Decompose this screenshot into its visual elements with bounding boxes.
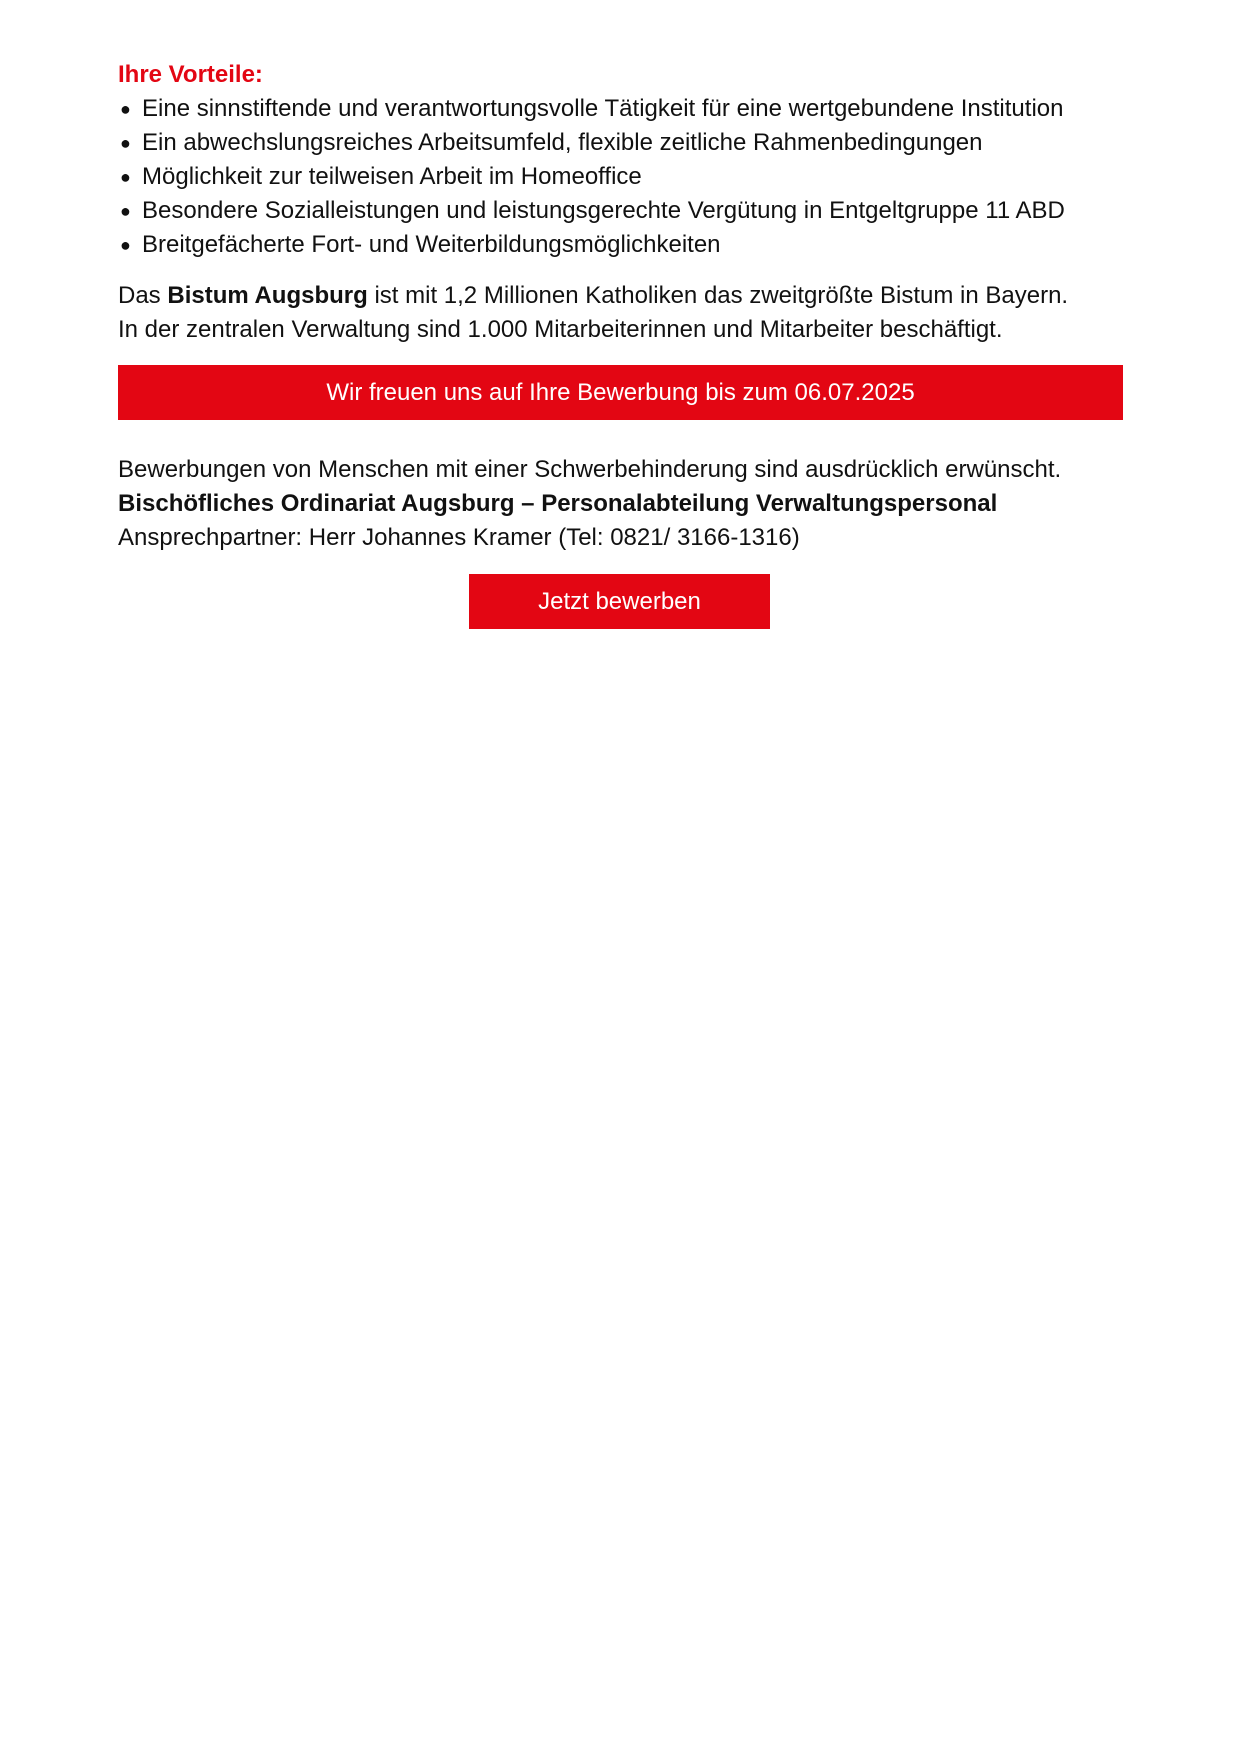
benefit-item bbox=[118, 228, 1065, 262]
benefit-item bbox=[118, 126, 1065, 160]
benefit-text: Eine sinnstiftende und verantwortungsvolle Tätigkeit für eine wertgebundene Institution bbox=[142, 95, 1064, 122]
bullet-icon: ● bbox=[120, 201, 131, 221]
benefit-item bbox=[118, 194, 1065, 228]
benefit-item bbox=[118, 92, 1065, 126]
benefit-text: Möglichkeit zur teilweisen Arbeit im Homeoffice bbox=[142, 163, 642, 190]
bullet-icon: ● bbox=[120, 235, 131, 255]
bullet-icon: ● bbox=[120, 167, 131, 187]
benefit-text: Besondere Sozialleistungen und leistungsgerechte Vergütung in Entgeltgruppe 11 ABD bbox=[142, 197, 1065, 224]
hr-department: Bischöfliches Ordinariat Augsburg – Personalabteilung Verwaltungspersonal bbox=[118, 490, 998, 517]
benefits-title: Ihre Vorteile: bbox=[118, 61, 263, 88]
intro-line2: In der zentralen Verwaltung sind 1.000 Mitarbeiterinnen und Mitarbeiter beschäftigt. bbox=[118, 316, 1003, 343]
benefit-text: Breitgefächerte Fort- und Weiterbildungsmöglichkeiten bbox=[142, 231, 721, 258]
contact-section bbox=[118, 453, 1061, 555]
intro-line1-rest: ist mit 1,2 Millionen Katholiken das zweitgrößte Bistum in Bayern. bbox=[367, 282, 1069, 309]
inclusion-note: Bewerbungen von Menschen mit einer Schwerbehinderung sind ausdrücklich erwünscht. bbox=[118, 456, 1062, 483]
apply-now-button[interactable]: Jetzt bewerben bbox=[469, 574, 770, 629]
organization-intro bbox=[118, 279, 1068, 347]
application-deadline-banner: Wir freuen uns auf Ihre Bewerbung bis zum 06.07.2025 bbox=[118, 365, 1123, 420]
benefit-text: Ein abwechslungsreiches Arbeitsumfeld, flexible zeitliche Rahmenbedingungen bbox=[142, 129, 983, 156]
organization-name: Bistum Augsburg bbox=[167, 282, 368, 309]
bullet-icon: ● bbox=[120, 99, 131, 119]
intro-prefix: Das bbox=[118, 282, 168, 309]
contact-person: Ansprechpartner: Herr Johannes Kramer (Tel: 0821/ 3166-1316) bbox=[118, 524, 800, 551]
benefit-item bbox=[118, 160, 1065, 194]
benefits-list bbox=[118, 92, 1065, 262]
bullet-icon: ● bbox=[120, 133, 131, 153]
